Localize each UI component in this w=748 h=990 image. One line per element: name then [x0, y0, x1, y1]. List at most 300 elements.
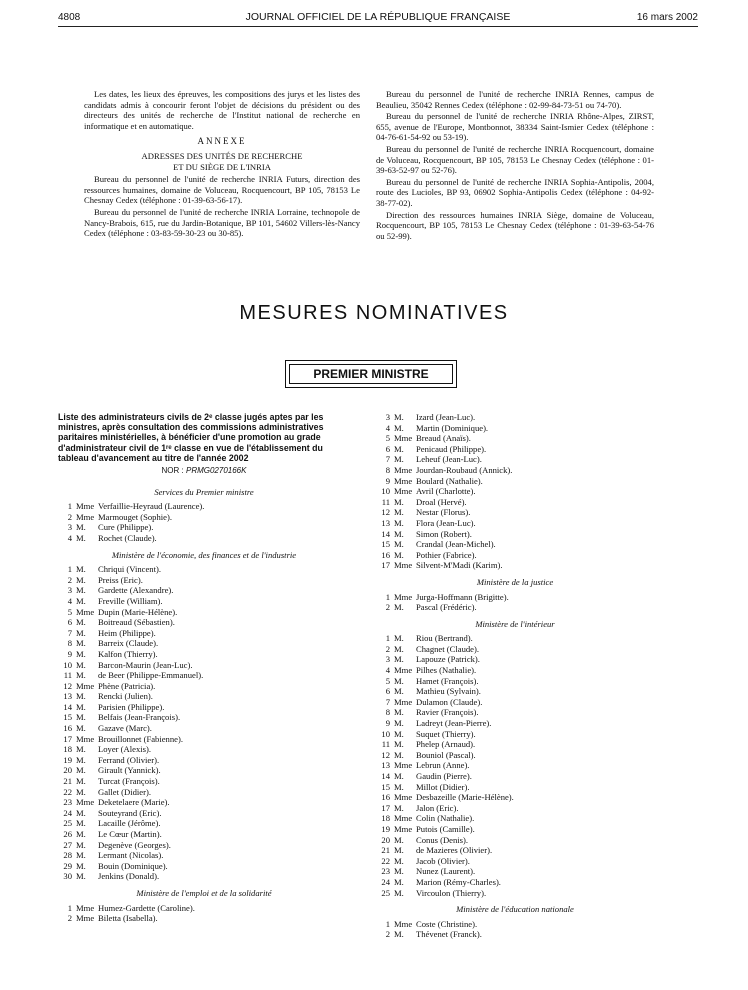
entry-rank: 16: [381, 792, 390, 803]
entry-title: M.: [394, 887, 404, 898]
entry-name: Heim (Philippe).: [98, 627, 156, 638]
list-title: Liste des administrateurs civils de 2ᵉ classe jugés aptes par les ministres, après consultation des commissions administratives paritaires ministérielles, à bénéficier d'une promotion au grade d'administrateur civil de 1ʳᵉ classe en vue de l'établissement du tableau d'avancement au titre de l'année 2002: [58, 412, 324, 463]
entry-title: Mme: [76, 606, 95, 617]
entry-rank: 6: [385, 443, 390, 454]
entry-rank: 11: [381, 496, 390, 507]
entry-name: Thévenet (Franck).: [416, 929, 482, 940]
list-item: [376, 518, 654, 529]
entry-title: M.: [76, 659, 86, 670]
entry-title: M.: [394, 602, 404, 613]
list-item: [58, 681, 350, 692]
entry-title: M.: [394, 686, 404, 697]
entry-rank: 8: [385, 707, 390, 718]
entry-title: Mme: [76, 913, 95, 924]
entry-title: M.: [76, 776, 86, 787]
list-item: [58, 522, 350, 533]
list-item: [376, 644, 654, 655]
entry-name: Barreix (Claude).: [98, 638, 159, 649]
entry-title: Mme: [394, 464, 413, 475]
entry-name: Ladreyt (Jean-Pierre).: [416, 718, 492, 729]
entry-name: de Mazieres (Olivier).: [416, 845, 493, 856]
entry-name: Gallet (Didier).: [98, 786, 151, 797]
list-item: [376, 454, 654, 465]
entry-name: Coste (Christine).: [416, 918, 478, 929]
list-item: [376, 771, 654, 782]
entry-title: Mme: [394, 823, 413, 834]
nor-code: PRMG0270166K: [185, 466, 247, 476]
entry-rank: 20: [381, 834, 390, 845]
entry-title: M.: [76, 532, 86, 543]
entry-name: Marion (Rémy-Charles).: [416, 876, 501, 887]
entry-title: Mme: [394, 475, 413, 486]
entry-rank: 4: [385, 665, 390, 676]
list-item: [58, 829, 350, 840]
entry-rank: 2: [385, 929, 390, 940]
top-right-column: [376, 89, 654, 242]
entry-title: Mme: [394, 433, 413, 444]
entry-name: Leheuf (Jean-Luc).: [416, 454, 482, 465]
list-item: [376, 539, 654, 550]
entry-title: M.: [76, 712, 86, 723]
list-item: [376, 835, 654, 846]
list-item: [58, 913, 350, 924]
entry-name: Boulard (Nathalie).: [416, 475, 483, 486]
entry-name: Loyer (Alexis).: [98, 744, 151, 755]
entry-rank: 16: [381, 549, 390, 560]
entry-title: M.: [394, 749, 404, 760]
entry-name: Dulamon (Claude).: [416, 696, 483, 707]
annexe-subtitle-2: ET DU SIÈGE DE L'INRIA: [173, 161, 271, 172]
address-paragraph: Bureau du personnel de l'unité de recherche INRIA Lorraine, technopole de Nancy-Brabois, 615, rue du Jardin-Botanique, BP 101, 54602 Villers-lès-Nancy Cedex (téléphone : 03-83-59-30-23 ou 30-85).: [84, 206, 360, 239]
entry-title: M.: [76, 829, 86, 840]
entry-rank: 13: [381, 760, 390, 771]
entry-name: Ravier (François).: [416, 707, 479, 718]
entry-title: M.: [394, 834, 404, 845]
list-item: [58, 564, 350, 575]
list-item: [58, 755, 350, 766]
list-item: [376, 423, 654, 434]
entry-rank: 4: [67, 595, 72, 606]
entry-name: Millot (Didier).: [416, 781, 470, 792]
entry-name: Cure (Philippe).: [98, 522, 154, 533]
entry-name: Rochet (Claude).: [98, 532, 157, 543]
entry-title: M.: [76, 574, 86, 585]
entry-title: M.: [394, 443, 404, 454]
entry-name: Flora (Jean-Luc).: [416, 517, 476, 528]
entry-title: Mme: [394, 591, 413, 602]
entry-rank: 9: [385, 475, 390, 486]
list-item: [58, 660, 350, 671]
entry-rank: 15: [63, 712, 72, 723]
entry-name: Gardette (Alexandre).: [98, 585, 174, 596]
list-item: [58, 585, 350, 596]
entry-title: Mme: [394, 665, 413, 676]
entry-name: Rencki (Julien).: [98, 691, 153, 702]
list-item: [376, 919, 654, 930]
entry-rank: 29: [63, 860, 72, 871]
list-item: [376, 813, 654, 824]
names-list: [58, 501, 350, 543]
list-item: [376, 486, 654, 497]
list-item: [376, 507, 654, 518]
names-list: [376, 633, 654, 898]
entry-rank: 18: [63, 744, 72, 755]
entry-name: Nestar (Florus).: [416, 507, 471, 518]
entry-rank: 6: [385, 686, 390, 697]
entry-name: Desbazeille (Marie-Hélène).: [416, 792, 514, 803]
intro-paragraph: Les dates, les lieux des épreuves, les compositions des jurys et les listes des candidats admis à concourir feront l'objet de décisions du président ou des directeurs des unités de recherche de l'Institut national de recherche en informatique et en automatique.: [84, 89, 360, 131]
entry-title: M.: [394, 707, 404, 718]
entry-name: Martin (Dominique).: [416, 422, 489, 433]
entry-rank: 1: [67, 501, 72, 512]
entry-title: M.: [76, 617, 86, 628]
list-item: [376, 654, 654, 665]
entry-rank: 26: [63, 829, 72, 840]
list-item: [376, 824, 654, 835]
entry-name: Turcat (François).: [98, 776, 160, 787]
entry-name: Pothier (Fabrice).: [416, 549, 477, 560]
address-paragraph: Bureau du personnel de l'unité de recherche INRIA Futurs, direction des ressources humaines, domaine de Voluceau, Rocquencourt, BP 105, 78153 Le Chesnay Cedex (téléphone : 01-39-63-56-17).: [84, 174, 360, 206]
address-paragraph: Direction des ressources humaines INRIA Siège, domaine de Voluceau, Rocquencourt, BP 105, 78153 Le Chesnay Cedex (téléphone : 01-39-63-54-76 ou 52-99).: [376, 209, 654, 241]
entry-name: Deketelaere (Marie).: [98, 797, 170, 808]
entry-name: Dupin (Marie-Hélène).: [98, 606, 178, 617]
entry-title: M.: [394, 728, 404, 739]
entry-rank: 24: [63, 807, 72, 818]
entry-rank: 28: [63, 850, 72, 861]
entry-title: Mme: [76, 511, 95, 522]
ministry-title: Ministère de l'intérieur: [475, 618, 555, 629]
names-list: [376, 592, 654, 613]
names-list: [58, 564, 350, 882]
entry-rank: 8: [385, 464, 390, 475]
entry-name: Marmouget (Sophie).: [98, 511, 172, 522]
entry-title: M.: [394, 866, 404, 877]
entry-rank: 3: [385, 654, 390, 665]
entry-title: Mme: [76, 680, 95, 691]
entry-name: Kalfon (Thierry).: [98, 648, 158, 659]
entry-title: M.: [76, 807, 86, 818]
entry-rank: 30: [63, 871, 72, 882]
entry-name: Chriqui (Vincent).: [98, 564, 161, 575]
entry-title: M.: [76, 839, 86, 850]
entry-name: Bouin (Dominique).: [98, 860, 168, 871]
entry-name: Boitreaud (Sébastien).: [98, 617, 175, 628]
list-item: [376, 729, 654, 740]
nor-label: NOR :: [161, 466, 184, 476]
ministry-title: Ministère de l'emploi et de la solidarité: [136, 887, 272, 898]
list-item: [376, 444, 654, 455]
entry-name: Silvent-M'Madi (Karim).: [416, 560, 503, 571]
entry-name: Colin (Nathalie).: [416, 813, 475, 824]
entry-rank: 10: [381, 486, 390, 497]
entry-rank: 20: [63, 765, 72, 776]
entry-name: Vircoulon (Thierry).: [416, 887, 487, 898]
list-item: [58, 691, 350, 702]
entry-title: M.: [76, 860, 86, 871]
entry-name: Humez-Gardette (Caroline).: [98, 902, 195, 913]
entry-title: M.: [76, 691, 86, 702]
entry-title: M.: [394, 454, 404, 465]
entry-rank: 13: [63, 691, 72, 702]
entry-rank: 19: [381, 823, 390, 834]
list-item: [58, 861, 350, 872]
list-item: [376, 560, 654, 571]
entry-name: Belfais (Jean-François).: [98, 712, 181, 723]
entry-title: Mme: [76, 501, 95, 512]
section-title: MESURES NOMINATIVES: [239, 302, 509, 324]
bottom-left-column: [58, 412, 350, 924]
list-item: [376, 856, 654, 867]
entry-title: M.: [394, 422, 404, 433]
entry-rank: 17: [381, 560, 390, 571]
journal-title: JOURNAL OFFICIEL DE LA RÉPUBLIQUE FRANÇAISE: [245, 11, 511, 23]
entry-title: M.: [394, 517, 404, 528]
top-left-column: [84, 89, 360, 240]
list-item: [58, 575, 350, 586]
list-item: [58, 797, 350, 808]
entry-rank: 18: [381, 813, 390, 824]
right-ministry-groups: [376, 577, 654, 940]
list-item: [58, 840, 350, 851]
list-item: [58, 638, 350, 649]
entry-title: M.: [394, 528, 404, 539]
entry-rank: 10: [63, 659, 72, 670]
entry-rank: 1: [385, 918, 390, 929]
entry-name: Gazave (Marc).: [98, 723, 152, 734]
entry-rank: 2: [67, 574, 72, 585]
list-item: [376, 750, 654, 761]
entry-rank: 22: [63, 786, 72, 797]
entry-title: Mme: [394, 918, 413, 929]
list-item: [376, 739, 654, 750]
entry-name: Jourdan-Roubaud (Annick).: [416, 464, 513, 475]
entry-rank: 5: [67, 606, 72, 617]
left-ministry-groups: [58, 487, 350, 924]
list-item: [58, 670, 350, 681]
entry-rank: 10: [381, 728, 390, 739]
entry-rank: 17: [63, 733, 72, 744]
entry-title: Mme: [76, 733, 95, 744]
entry-rank: 3: [67, 585, 72, 596]
entry-title: M.: [76, 744, 86, 755]
entry-rank: 17: [381, 802, 390, 813]
entry-title: M.: [76, 648, 86, 659]
entry-rank: 3: [385, 412, 390, 422]
entry-rank: 23: [381, 866, 390, 877]
entry-rank: 24: [381, 876, 390, 887]
list-item: [376, 465, 654, 476]
entry-rank: 3: [67, 522, 72, 533]
list-item: [376, 550, 654, 561]
entry-name: Preiss (Eric).: [98, 574, 143, 585]
entry-name: Simon (Robert).: [416, 528, 472, 539]
entry-title: M.: [394, 855, 404, 866]
entry-rank: 14: [63, 701, 72, 712]
entry-rank: 1: [67, 902, 72, 913]
entry-rank: 12: [381, 507, 390, 518]
entry-name: de Beer (Philippe-Emmanuel).: [98, 670, 204, 681]
names-list: [58, 903, 350, 924]
entry-title: Mme: [76, 797, 95, 808]
entry-name: Jalon (Eric).: [416, 802, 459, 813]
entry-rank: 4: [385, 422, 390, 433]
issue-date: 16 mars 2002: [636, 12, 698, 23]
list-item: [58, 533, 350, 544]
entry-title: M.: [76, 638, 86, 649]
entry-name: Le Cœur (Martin).: [98, 829, 162, 840]
entry-name: Nunez (Laurent).: [416, 866, 476, 877]
entry-rank: 21: [381, 845, 390, 856]
entry-title: M.: [394, 781, 404, 792]
address-paragraph: Bureau du personnel de l'unité de recherche INRIA Rhône-Alpes, ZIRST, 655, avenue de l'Europe, Montbonnot, 38334 Saint-Ismier Cedex (téléphone : 04-76-61-54-92 ou 53-19).: [376, 111, 654, 143]
entry-rank: 1: [385, 591, 390, 602]
entry-rank: 5: [385, 675, 390, 686]
entry-title: M.: [394, 549, 404, 560]
entry-name: Phène (Patricia).: [98, 680, 156, 691]
entry-title: Mme: [394, 792, 413, 803]
entry-name: Barcon-Maurin (Jean-Luc).: [98, 659, 193, 670]
entry-rank: 12: [381, 749, 390, 760]
list-item: [376, 676, 654, 687]
list-item: [376, 665, 654, 676]
entry-rank: 5: [385, 433, 390, 444]
entry-rank: 7: [385, 454, 390, 465]
page-number: 4808: [58, 12, 81, 23]
list-item: [376, 760, 654, 771]
list-item: [58, 617, 350, 628]
entry-name: Lermant (Nicolas).: [98, 850, 164, 861]
entry-title: M.: [76, 564, 86, 575]
list-item: [58, 628, 350, 639]
entry-rank: 2: [385, 643, 390, 654]
entry-name: Putois (Camille).: [416, 823, 475, 834]
entry-rank: 12: [63, 680, 72, 691]
list-item: [58, 776, 350, 787]
entry-rank: 15: [381, 539, 390, 550]
page-header: [58, 10, 698, 27]
entry-name: Suquet (Thierry).: [416, 728, 476, 739]
entry-title: M.: [76, 595, 86, 606]
entry-title: M.: [394, 876, 404, 887]
entry-title: M.: [394, 802, 404, 813]
list-item: [376, 592, 654, 603]
entry-rank: 7: [385, 696, 390, 707]
entry-title: M.: [76, 522, 86, 533]
list-item: [58, 850, 350, 861]
premier-ministre-heading: PREMIER MINISTRE: [289, 364, 453, 384]
list-item: [376, 866, 654, 877]
entry-title: M.: [394, 845, 404, 856]
entry-name: Lebrun (Anne).: [416, 760, 470, 771]
entry-name: Chagnet (Claude).: [416, 643, 480, 654]
entry-title: Mme: [76, 902, 95, 913]
entry-name: Jacob (Olivier).: [416, 855, 470, 866]
list-item: [58, 903, 350, 914]
entry-rank: 2: [67, 913, 72, 924]
list-item: [376, 792, 654, 803]
entry-title: Mme: [394, 760, 413, 771]
entry-rank: 16: [63, 723, 72, 734]
list-item: [58, 723, 350, 734]
list-item: [376, 412, 654, 423]
entry-name: Brouillonnet (Fabienne).: [98, 733, 183, 744]
entry-rank: 8: [67, 638, 72, 649]
list-item: [376, 497, 654, 508]
list-item: [376, 782, 654, 793]
entry-title: M.: [76, 723, 86, 734]
entry-rank: 1: [385, 633, 390, 644]
entry-rank: 25: [63, 818, 72, 829]
entry-title: M.: [394, 739, 404, 750]
entry-title: M.: [394, 718, 404, 729]
entry-name: Souteyrand (Eric).: [98, 807, 162, 818]
entry-name: Degenève (Georges).: [98, 839, 171, 850]
list-item: [58, 765, 350, 776]
entry-name: Verfaillie-Heyraud (Laurence).: [98, 501, 205, 512]
entry-rank: 19: [63, 754, 72, 765]
entry-name: Riou (Bertrand).: [416, 633, 473, 644]
list-item: [376, 433, 654, 444]
entry-title: M.: [76, 786, 86, 797]
ministry-title: Ministère de la justice: [476, 576, 554, 587]
entry-name: Mathieu (Sylvain).: [416, 686, 481, 697]
list-item: [58, 501, 350, 512]
entry-name: Pascal (Frédéric).: [416, 602, 477, 613]
ministry-title: Ministère de l'économie, des finances et de l'industrie: [111, 549, 297, 560]
entry-rank: 23: [63, 797, 72, 808]
list-item: [58, 787, 350, 798]
list-item: [58, 596, 350, 607]
entry-rank: 2: [385, 602, 390, 613]
entry-name: Jenkins (Donald).: [98, 871, 160, 882]
entry-rank: 11: [63, 670, 72, 681]
list-item: [58, 512, 350, 523]
entry-name: Izard (Jean-Luc).: [416, 412, 476, 422]
entry-title: M.: [76, 850, 86, 861]
entry-name: Biletta (Isabella).: [98, 913, 158, 924]
nor-reference: [58, 466, 350, 477]
entry-rank: 22: [381, 855, 390, 866]
list-item: [376, 476, 654, 487]
entry-rank: 15: [381, 781, 390, 792]
entry-title: M.: [76, 701, 86, 712]
list-item: [58, 871, 350, 882]
entry-title: Mme: [394, 813, 413, 824]
list-item: [376, 877, 654, 888]
entry-title: M.: [76, 754, 86, 765]
entry-title: M.: [76, 871, 86, 882]
entry-rank: 27: [63, 839, 72, 850]
list-item: [376, 888, 654, 899]
list-item: [376, 633, 654, 644]
entry-name: Avril (Charlotte).: [416, 486, 476, 497]
entry-title: M.: [76, 627, 86, 638]
list-item: [376, 929, 654, 940]
entry-name: Lacaille (Jérôme).: [98, 818, 161, 829]
list-item: [58, 818, 350, 829]
entry-rank: 9: [385, 718, 390, 729]
entry-name: Parisien (Philippe).: [98, 701, 165, 712]
entry-rank: 6: [67, 617, 72, 628]
entry-title: M.: [394, 539, 404, 550]
entry-name: Lapouze (Patrick).: [416, 654, 480, 665]
entry-name: Crandal (Jean-Michel).: [416, 539, 496, 550]
entry-name: Penicaud (Philippe).: [416, 443, 487, 454]
entry-title: M.: [394, 412, 404, 422]
entry-title: M.: [394, 675, 404, 686]
bottom-right-column: [376, 412, 654, 940]
entry-name: Bouniol (Pascal).: [416, 749, 476, 760]
